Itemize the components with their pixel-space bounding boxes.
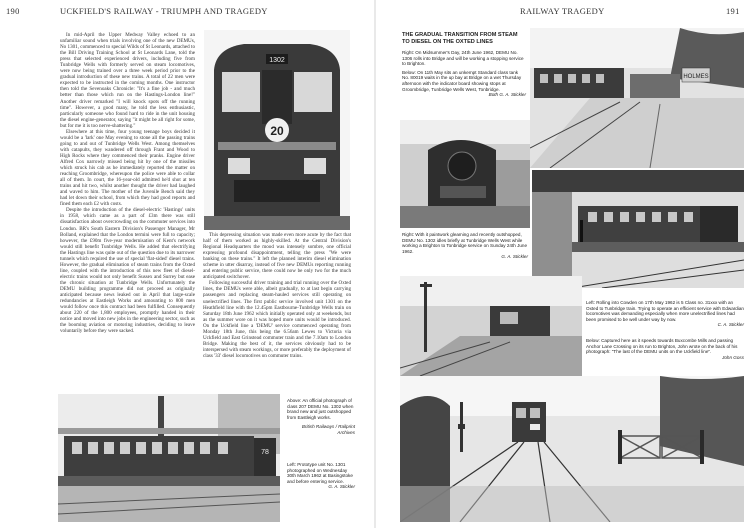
station-sign: HOLMES <box>683 74 709 80</box>
caption-text: Above: An official photograph of class 207 DEMU No. 1302 when brand new and just outshopped from Eastleigh works. <box>287 398 354 420</box>
left-text-column-2 <box>203 232 351 392</box>
caption-credit: G. A. Stickler <box>501 254 528 260</box>
caption-credit: British Railways / Railprint Archives <box>301 424 355 435</box>
right-running-head: RAILWAY TRAGEDY <box>520 6 605 16</box>
caption-credit: G. A. Stickler <box>328 484 355 490</box>
caption-credit: C. A. Stickler <box>717 322 744 328</box>
paragraph: Elsewhere at this time, four young teenage boys decided it would be a 'lark' one May evening to stone all the passing trains going to and out of Tunbridge Wells West. Among themselves with catapults, they wandered off through Frant and Wood to High Rocks where they commenced their pranks. Engine driver Alfred Cox narrowly missed being hit by one of the missiles which struck his cab as he immediately reported the matter on reaching Groombridge, whereupon the police were able to collar all of them. In court, the 16-year-old admitted he'd shot at ten trains and hit two, whilst another thought the driver had laughed and waved to him. The mother of the Juvenile Bench said they had let down their school, from which they had good reports and fined them each £2 with costs. <box>60 128 195 208</box>
caption-midsummer <box>402 50 526 98</box>
bottom-unit-number: 78 <box>261 449 269 456</box>
demu-1302-tunbridge-photo <box>532 170 744 288</box>
paragraph: Following successful driver training and trial running over the Oxted lines, the DEMUs were able, albeit gradually, to at last begin carrying passengers and replacing steam-hauled services still operating on unelectrified lines. The first public service involved unit 1301 on the Heathfield line with the 12.45pm Eastbourne-Tunbridge Wells train on Saturday 18th June 1962 which initially operated only at weekends, but as the summer wore on it was hoped more units would be introduced. On the Uckfield line a 'DEMU' service commenced operating from Monday 18th June, this being the 6.56am Lewes to Victoria via Uckfield and East Grinstead commuter train and the 7.10am to London Bridge. Making the best of it, the services obviously had to be interspersed with steam workings, or more preferably the deployment of class '33' diesel locomotives on commuter trains. <box>203 280 351 359</box>
unit-number-label: 1302 <box>269 57 285 64</box>
left-text-column-1 <box>60 32 195 390</box>
prototype-1301-photo <box>58 394 280 522</box>
feature-title: THE GRADUAL TRANSITION FROM STEAM TO DIESEL ON THE OXTED LINES <box>402 32 518 45</box>
demu-1302-front-photo <box>204 30 350 230</box>
paragraph: Despite the introduction of the diesel-electric 'Hastings' units in 1958, which came as a part of £3m there was still dissatisfaction about overcrowding on the commuter services into London. BR's South Eastern Division's Passenger Manager, Mr Bolland, explained that the London termini were full to capacity; however, the £90m five-year modernisation of Kent's network would still benefit Tunbridge Wells. He added that electrifying the Hastings line was quite out of the question due to its narrower tunnels which required the use of special 'flat-sided' diesel trains. However, the gradual elimination of steam trains from the Oxted line, coupled with the introduction of this new fleet of diesel-electric trains would not only benefit Sussex and Surrey but ease the chronic situation at Tunbridge Wells. Unfortunately the DEMU building programme did not proceed as originally anticipated because news leaked out in April that large-scale redundancies at Eastleigh Works and amounting to 800 men would follow once this contract had been fulfilled. Consequently about 220 of the 1,800 employees, promptly handed in their notice and moved into new jobs in the engineering sector, such as the booming aviation or motoring industries, deciding to leave voluntarily before they were sacked. <box>60 207 195 335</box>
caption-tunbridge <box>402 232 528 260</box>
cowden-steam-photo <box>400 276 582 376</box>
caption-cowden <box>586 300 744 328</box>
caption-text: Right: On Midsummer's Day, 24th June 1962, DEMU No. 1306 rolls into Bridge and will be working a stopping service to Brighton. <box>402 50 524 67</box>
demu-1306-station-photo <box>530 28 744 168</box>
steam-tank-80019-photo <box>400 120 530 228</box>
right-page-number: 191 <box>726 6 740 16</box>
anchor-lane-crossing-photo <box>400 376 744 522</box>
caption-prototype <box>287 462 355 490</box>
caption-text: Below: Captured here as it speeds towards Buxcombe Mills and passing Anchor Lane Crossing on its run to Brighton, John wrote on the back of his photograph: "The last of the DEMU units on the Uckfield line". <box>586 338 738 355</box>
caption-text: Below: On 11th May sits an unkempt Standard class tank No. 80019 waits in the up bay at Bridge on a wet Thursday afternoon with the indicator board showing stops at Groombridge, Tunbridge Wells West, Tonbridge. <box>402 69 522 92</box>
caption-text: Left: Rolling into Cowden on 17th May 1962 is 5 Class no. 31xxx with an Oxted to Tunbridge train. Trying to operate an efficient service with Edwardian locomotives was demanding especially when more unelectrified lines had been promised to be well under way by now. <box>586 300 744 322</box>
page-gutter <box>374 0 376 528</box>
headcode-label: 20 <box>270 124 284 138</box>
paragraph: In mid-April the Upper Medway Valley echoed to an unfamiliar sound when trials involving one of the new DEMUs, No 1301, commenced to special Wilds of St Leonards, attached to the Bill Driving Training School at St Leonards Lane, told the press that selected experienced drivers, including five from Tunbridge Wells with formerly served on steam locomotives, were now being trained over a three week period prior to the gradual introduction of these new trains. A total of 22 men were expected to be instructed in the coming months. One instructor then told the Sevenoaks Chronicle: "It's a fine job - and much better than those which run on the Hastings-London line!" Another driver remarked "I will knock spots off the running time". However, a good many, he told the less enthusiastic, particularly someone who found hard to ride in the unit housing the diesel engine-generator, saying "it might be all right for some, but for me it is too nerve-shattering." <box>60 32 195 129</box>
left-running-head: UCKFIELD'S RAILWAY - TRIUMPH AND TRAGEDY <box>60 6 268 16</box>
caption-official-photo <box>287 398 355 436</box>
caption-credit: John Goss <box>722 354 744 360</box>
caption-text: Left: Prototype unit No. 1301 photographed on Wednesday 30th March 1962 at Basingstoke and before entering service. <box>287 462 353 484</box>
caption-credit: Both G. A. Stickler <box>488 92 526 98</box>
caption-anchor-lane <box>586 338 744 360</box>
left-page-number: 190 <box>6 6 20 16</box>
paragraph: This depressing situation was made even more acute by the fact that half of them worked as highly-skilled. At the Central Division's Regional Headquarters the mood was intensely sombre, one official expressing profound disappointment, telling the press "We were banking on these trains." It left the planned interim diesel elimination scheme in utter disarray, instead of five new DEMUs reporting running and entering public service, there could now be only two for the much anticipated switchover. <box>203 232 351 281</box>
caption-text: Right: With it paintwork gleaming and recently outshopped, DEMU No. 1302 idles briefly at Tunbridge Wells West while working a Brighton to Tonbridge service on Sunday 24th June 1962. <box>402 232 528 254</box>
